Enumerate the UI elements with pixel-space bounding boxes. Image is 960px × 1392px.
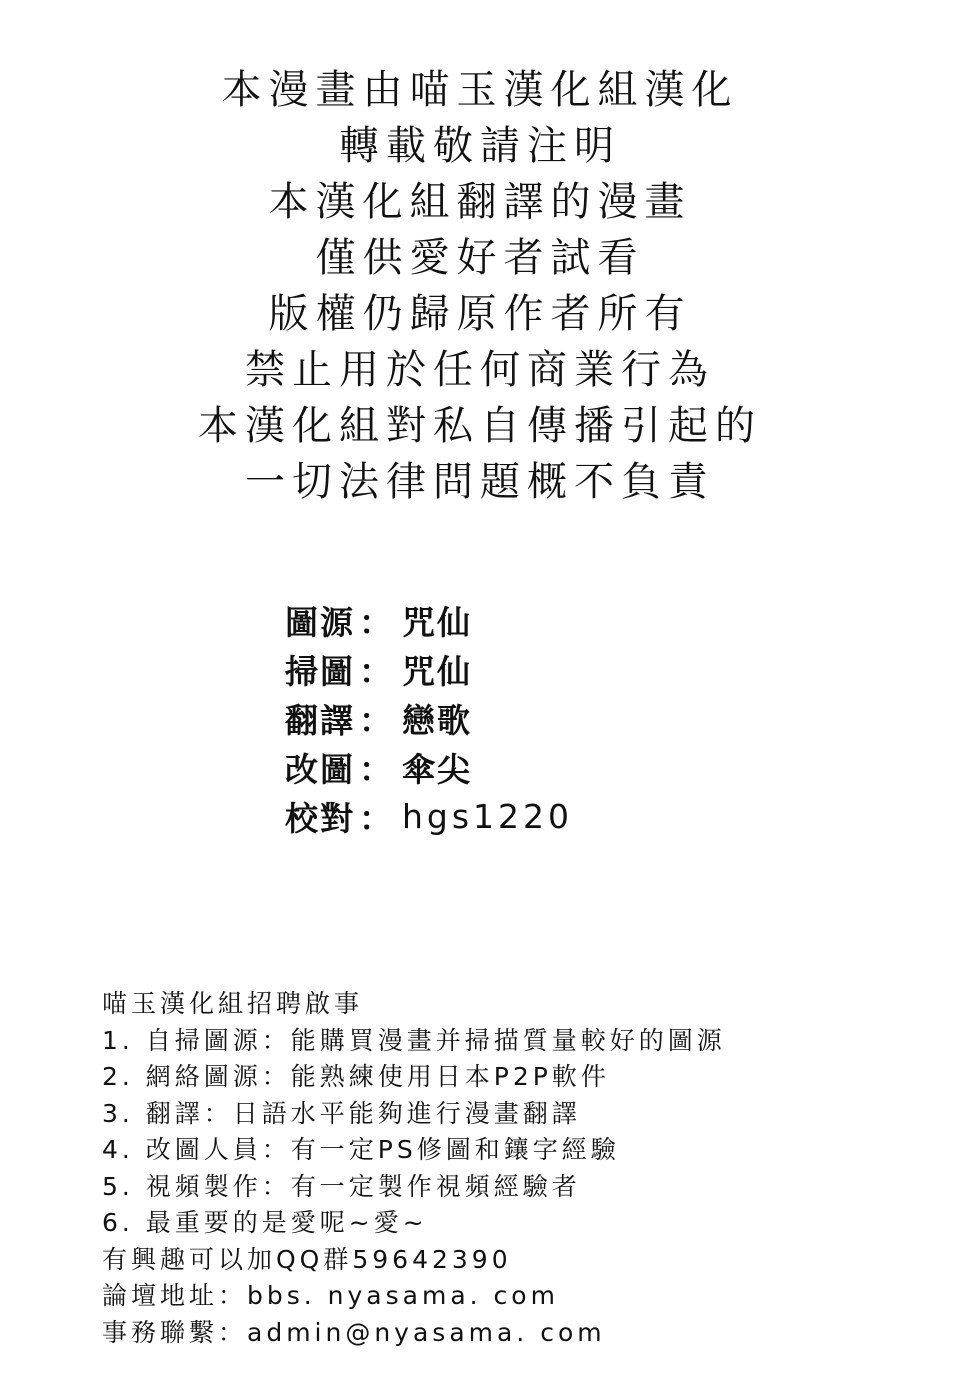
recruit-item: 3. 翻譯：日語水平能夠進行漫畫翻譯 bbox=[102, 1098, 581, 1128]
credit-colon: ： bbox=[359, 603, 392, 642]
notice-line: 本漫畫由喵玉漢化組漢化 bbox=[221, 67, 739, 113]
credit-role: 掃圖 bbox=[285, 652, 355, 691]
credit-row-scan bbox=[285, 645, 705, 694]
credit-role: 圖源 bbox=[285, 603, 355, 642]
notice-line: 禁止用於任何商業行為 bbox=[245, 347, 715, 393]
copyright-notice bbox=[0, 62, 960, 510]
credit-row-edit bbox=[285, 743, 705, 792]
credit-role: 翻譯 bbox=[285, 701, 355, 740]
credit-row-proofread bbox=[285, 792, 705, 841]
notice-line: 版權仍歸原作者所有 bbox=[268, 291, 692, 337]
credit-name: 咒仙 bbox=[402, 603, 472, 642]
credit-row-source bbox=[285, 596, 705, 645]
credit-colon: ： bbox=[359, 750, 392, 789]
notice-line: 轉載敬請注明 bbox=[339, 123, 621, 169]
recruit-item: 6. 最重要的是愛呢~愛~ bbox=[102, 1208, 428, 1237]
forum-address: 論壇地址：bbs. nyasama. com bbox=[102, 1281, 559, 1310]
credit-role: 改圖 bbox=[285, 750, 355, 789]
credit-role: 校對 bbox=[285, 799, 355, 838]
recruit-title: 喵玉漢化組招聘啟事 bbox=[102, 989, 364, 1018]
recruit-item: 1. 自掃圖源：能購買漫畫并掃描質量較好的圖源 bbox=[102, 1025, 726, 1055]
credit-colon: ： bbox=[359, 701, 392, 740]
credit-colon: ： bbox=[359, 652, 392, 691]
credit-name: 戀歌 bbox=[402, 701, 472, 740]
notice-line: 本漢化組翻譯的漫畫 bbox=[268, 179, 692, 225]
credit-name: 傘尖 bbox=[402, 750, 472, 789]
credit-row-translation bbox=[285, 694, 705, 743]
recruit-item: 5. 視頻製作：有一定製作視頻經驗者 bbox=[102, 1171, 581, 1201]
contact-email: 事務聯繫：admin@nyasama. com bbox=[102, 1317, 606, 1347]
recruitment-notice bbox=[102, 986, 922, 1351]
notice-line: 本漢化組對私自傳播引起的 bbox=[198, 403, 762, 449]
qq-group-info: 有興趣可以加QQ群59642390 bbox=[102, 1244, 512, 1274]
credit-name: 咒仙 bbox=[402, 652, 472, 691]
recruit-item: 2. 網絡圖源：能熟練使用日本P2P軟件 bbox=[102, 1062, 610, 1091]
notice-line: 僅供愛好者試看 bbox=[315, 235, 645, 281]
credit-colon: ： bbox=[359, 799, 392, 838]
staff-credits bbox=[285, 596, 705, 841]
recruit-item: 4. 改圖人員：有一定PS修圖和鑲字經驗 bbox=[102, 1135, 620, 1164]
notice-line: 一切法律問題概不負責 bbox=[245, 459, 715, 505]
credit-name: hgs1220 bbox=[402, 797, 574, 836]
